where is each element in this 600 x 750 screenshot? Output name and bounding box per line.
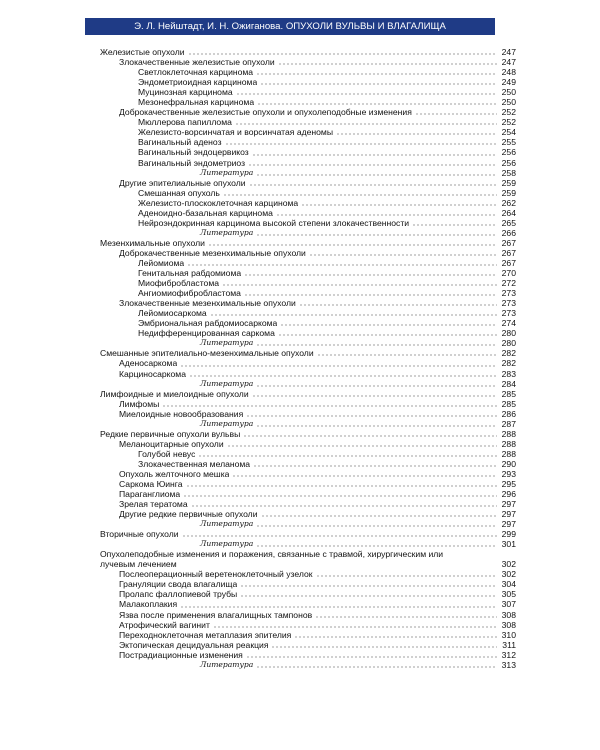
- dot-leader: [236, 88, 497, 96]
- toc-entry-title: Эндометриоидная карцинома: [138, 77, 258, 88]
- toc-literature-entry: [100, 660, 516, 670]
- toc-entry: [100, 449, 516, 459]
- dot-leader: [278, 58, 497, 66]
- toc-entry-title: Литература: [200, 519, 254, 529]
- toc-entry: [100, 117, 516, 127]
- toc-page-number: 252: [501, 107, 516, 118]
- toc-entry: [100, 369, 516, 379]
- toc-page-number: 274: [501, 318, 516, 329]
- toc-entry-title: Смешанные эпителиально-мезенхимальные опухоли: [100, 348, 314, 359]
- toc-entry: [100, 479, 516, 489]
- toc-entry-title: Железисто-ворсинчатая и ворсинчатая аденомы: [138, 127, 334, 138]
- toc-page-number: 250: [501, 87, 516, 98]
- toc-entry-title: Литература: [200, 659, 254, 669]
- dot-leader: [256, 339, 497, 347]
- toc-entry-title: Миофибробластома: [138, 278, 220, 289]
- toc-entry: [100, 318, 516, 328]
- dot-leader: [243, 430, 497, 438]
- toc-page-number: 297: [501, 499, 516, 510]
- toc-page-number: 248: [501, 67, 516, 78]
- toc-entry-title: Лимфоидные и миелоидные опухоли: [100, 388, 249, 399]
- dot-leader: [415, 108, 497, 116]
- toc-entry-title: Вагинальный аденоз: [138, 137, 222, 148]
- toc-page-number: 254: [501, 127, 516, 138]
- toc-literature-entry: [100, 228, 516, 238]
- toc-literature-entry: [100, 379, 516, 389]
- toc-page-number: 295: [501, 479, 516, 490]
- dot-leader: [187, 259, 497, 267]
- dot-leader: [225, 138, 497, 146]
- toc-entry: [100, 158, 516, 168]
- toc-entry-title: Другие эпителиальные опухоли: [119, 177, 246, 188]
- toc-page-number: 288: [501, 448, 516, 459]
- toc-entry-title: Муцинозная карцинома: [138, 87, 233, 98]
- toc-page-number: 256: [501, 147, 516, 158]
- toc-page-number: 267: [501, 247, 516, 258]
- toc-entry-title: Вагинальный эндоцервикоз: [138, 147, 249, 158]
- toc-entry-title: Железисто-плоскоклеточная карцинома: [138, 197, 299, 208]
- dot-leader: [261, 510, 498, 518]
- dot-leader: [256, 520, 497, 528]
- toc-entry-title: Мезенхимальные опухоли: [100, 237, 205, 248]
- toc-page-number: 273: [501, 288, 516, 299]
- toc-entry-title: Литература: [200, 378, 254, 388]
- dot-leader: [299, 299, 497, 307]
- toc-page-number: 280: [501, 328, 516, 339]
- toc-entry: [100, 328, 516, 338]
- toc-entry: [100, 529, 516, 539]
- toc-entry-title: Вагинальный эндометриоз: [138, 157, 246, 168]
- toc-literature-entry: [100, 519, 516, 529]
- toc-page-number: 249: [501, 77, 516, 88]
- toc-entry: [100, 107, 516, 117]
- toc-page-number: 305: [501, 589, 516, 600]
- toc-entry-title: Литература: [200, 338, 254, 348]
- toc-entry-title: Злокачественные мезенхимальные опухоли: [119, 298, 296, 309]
- toc-entry: [100, 87, 516, 97]
- toc-entry-title: Светлоклеточная карцинома: [138, 67, 254, 78]
- dot-leader: [240, 580, 497, 588]
- toc-entry: [100, 429, 516, 439]
- toc-page-number: 267: [501, 257, 516, 268]
- toc-page-number: 296: [501, 489, 516, 500]
- toc-entry-title: Лимфомы: [119, 398, 160, 409]
- toc-page-number: 302: [501, 559, 516, 570]
- dot-leader: [256, 661, 497, 669]
- toc-page-number: 302: [501, 569, 516, 580]
- toc-page-number: 273: [501, 298, 516, 309]
- toc-entry: [100, 147, 516, 157]
- toc-literature-entry: [100, 419, 516, 429]
- dot-leader: [240, 590, 497, 598]
- toc-entry-title: Мезонефральная карцинома: [138, 97, 255, 108]
- toc-page-number: 252: [501, 117, 516, 128]
- toc-entry-title: Атрофический вагинит: [119, 619, 210, 630]
- dot-leader: [162, 400, 497, 408]
- toc-entry: [100, 57, 516, 67]
- toc-entry: [100, 188, 516, 198]
- toc-entry: [100, 439, 516, 449]
- toc-page-number: 280: [501, 338, 516, 349]
- toc-page-number: 247: [501, 57, 516, 68]
- dot-leader: [248, 159, 497, 167]
- toc-entry-title: Литература: [200, 418, 254, 428]
- toc-page-number: 267: [501, 237, 516, 248]
- dot-leader: [256, 420, 497, 428]
- toc-page-number: 287: [501, 418, 516, 429]
- dot-leader: [198, 450, 497, 458]
- toc-page-number: 262: [501, 197, 516, 208]
- dot-leader: [210, 309, 497, 317]
- dot-leader: [253, 460, 497, 468]
- toc-entry-title: Аденосаркома: [119, 358, 178, 369]
- dot-leader: [294, 631, 497, 639]
- dot-leader: [260, 78, 497, 86]
- dot-leader: [256, 169, 497, 177]
- toc-entry-title: Злокачественная меланома: [138, 458, 251, 469]
- toc-entry: [100, 288, 516, 298]
- table-of-contents: [100, 47, 516, 670]
- toc-entry: [100, 640, 516, 650]
- dot-leader: [412, 219, 497, 227]
- dot-leader: [191, 500, 497, 508]
- toc-entry-title: Недифференцированная саркома: [138, 328, 275, 339]
- dot-leader: [213, 621, 497, 629]
- toc-page-number: 264: [501, 207, 516, 218]
- dot-leader: [180, 601, 497, 609]
- toc-page-number: 255: [501, 137, 516, 148]
- toc-entry: [100, 47, 516, 57]
- toc-page-number: 259: [501, 177, 516, 188]
- toc-entry-title: Карциносаркома: [119, 368, 186, 379]
- dot-leader: [188, 48, 497, 56]
- dot-leader: [223, 189, 497, 197]
- toc-entry-title: Нейроэндокринная карцинома высокой степени злокачественности: [138, 217, 410, 228]
- toc-entry: [100, 218, 516, 228]
- dot-leader: [246, 651, 497, 659]
- toc-page-number: 283: [501, 368, 516, 379]
- toc-entry-title: Вторичные опухоли: [100, 529, 179, 540]
- toc-entry-title: Зрелая тератома: [119, 499, 188, 510]
- toc-entry: [100, 298, 516, 308]
- dot-leader: [256, 380, 497, 388]
- toc-page-number: 282: [501, 358, 516, 369]
- toc-page-number: 304: [501, 579, 516, 590]
- dot-leader: [246, 410, 497, 418]
- toc-entry: [100, 77, 516, 87]
- toc-entry: [100, 278, 516, 288]
- toc-entry-title: Язва после применения влагалищных тампонов: [119, 609, 313, 620]
- toc-entry: [100, 509, 516, 519]
- toc-entry-title: Пролапс фаллопиевой трубы: [119, 589, 238, 600]
- toc-entry: [100, 499, 516, 509]
- toc-entry-title: Грануляции свода влагалища: [119, 579, 238, 590]
- dot-leader: [257, 98, 497, 106]
- dot-leader: [182, 530, 497, 538]
- toc-page-number: 259: [501, 187, 516, 198]
- toc-page-number: 273: [501, 308, 516, 319]
- dot-leader: [227, 440, 497, 448]
- dot-leader: [256, 68, 497, 76]
- dot-leader: [183, 490, 497, 498]
- dot-leader: [309, 249, 497, 257]
- toc-entry: [100, 208, 516, 218]
- toc-entry-title: Пострадиационные изменения: [119, 649, 243, 660]
- toc-page-number: 282: [501, 348, 516, 359]
- toc-literature-entry: [100, 539, 516, 549]
- toc-page-number: 310: [501, 629, 516, 640]
- toc-page-number: 272: [501, 278, 516, 289]
- toc-entry-title: Редкие первичные опухоли вульвы: [100, 428, 241, 439]
- toc-entry: [100, 308, 516, 318]
- toc-entry: [100, 409, 516, 419]
- toc-page-number: 301: [501, 539, 516, 550]
- toc-page-number: 308: [501, 609, 516, 620]
- dot-leader: [235, 118, 497, 126]
- dot-leader: [180, 360, 497, 368]
- dot-leader: [252, 390, 497, 398]
- toc-page-number: 297: [501, 519, 516, 530]
- toc-page-number: 290: [501, 458, 516, 469]
- toc-entry-title: Опухоль желточного мешка: [119, 468, 230, 479]
- toc-page-number: 311: [502, 639, 516, 650]
- toc-entry: [100, 248, 516, 258]
- toc-page-number: 307: [501, 599, 516, 610]
- toc-entry-title: Аденоидно-базальная карцинома: [138, 207, 273, 218]
- toc-page-number: 285: [501, 398, 516, 409]
- toc-entry-title: Лейомиома: [138, 257, 185, 268]
- toc-entry: [100, 599, 516, 609]
- toc-entry-title: Лейомиосаркома: [138, 308, 207, 319]
- dot-leader: [244, 289, 497, 297]
- toc-page-number: 297: [501, 509, 516, 520]
- toc-entry-title: Железистые опухоли: [100, 47, 185, 57]
- dot-leader: [189, 370, 497, 378]
- toc-page-number: 308: [501, 619, 516, 630]
- toc-entry-title: Смешанная опухоль: [138, 187, 220, 198]
- toc-entry-title: Литература: [200, 227, 254, 237]
- dot-leader: [186, 480, 497, 488]
- toc-entry-title: Генитальная рабдомиома: [138, 268, 242, 279]
- toc-entry: [100, 620, 516, 630]
- toc-page-number: 312: [501, 649, 516, 660]
- dot-leader: [222, 279, 497, 287]
- dot-leader: [301, 199, 497, 207]
- toc-entry: [100, 610, 516, 620]
- toc-page-number: 256: [501, 157, 516, 168]
- dot-leader: [271, 641, 497, 649]
- dot-leader: [256, 540, 497, 548]
- toc-entry: [100, 650, 516, 660]
- dot-leader: [336, 128, 497, 136]
- toc-entry-title: Доброкачественные железистые опухоли и опухолеподобные изменения: [119, 107, 412, 118]
- toc-page-number: 299: [501, 529, 516, 540]
- toc-entry: [100, 178, 516, 188]
- toc-page-number: 313: [501, 659, 516, 670]
- toc-entry: [100, 97, 516, 107]
- dot-leader: [317, 349, 497, 357]
- dot-leader: [280, 319, 497, 327]
- toc-page-number: 265: [501, 217, 516, 228]
- toc-literature-entry: [100, 168, 516, 178]
- toc-entry-title: Эктопическая децидуальная реакция: [119, 639, 269, 650]
- toc-page-number: 270: [501, 268, 516, 279]
- toc-page-number: 288: [501, 438, 516, 449]
- dot-leader: [316, 570, 497, 578]
- toc-entry-title: Меланоцитарные опухоли: [119, 438, 224, 449]
- toc-entry: [100, 358, 516, 368]
- toc-page-number: 266: [501, 227, 516, 238]
- toc-entry: [100, 469, 516, 479]
- toc-entry: [100, 198, 516, 208]
- toc-entry-title: Послеоперационный веретеноклеточный узелок: [119, 569, 313, 580]
- toc-entry: [100, 489, 516, 499]
- toc-entry-title: Эмбриональная рабдомиосаркома: [138, 318, 278, 329]
- running-header: Э. Л. Нейштадт, И. Н. Ожиганова. ОПУХОЛИ ВУЛЬВЫ И ВЛАГАЛИЩА: [85, 18, 495, 35]
- toc-entry: [100, 389, 516, 399]
- toc-literature-entry: [100, 338, 516, 348]
- dot-leader: [276, 209, 497, 217]
- toc-entry-title: Голубой невус: [138, 448, 196, 459]
- toc-entry-title: Параганглиома: [119, 489, 181, 500]
- dot-leader: [252, 149, 497, 157]
- dot-leader: [315, 611, 497, 619]
- toc-page-number: 247: [501, 47, 516, 57]
- toc-entry-title: Литература: [200, 167, 254, 177]
- dot-leader: [232, 470, 497, 478]
- toc-page-number: 250: [501, 97, 516, 108]
- toc-entry: [100, 399, 516, 409]
- toc-entry: [100, 127, 516, 137]
- toc-page-number: 288: [501, 428, 516, 439]
- toc-entry-title: Мюллерова папиллома: [138, 117, 232, 128]
- toc-page-number: 286: [501, 408, 516, 419]
- toc-entry: [100, 459, 516, 469]
- dot-leader: [244, 269, 497, 277]
- toc-entry-title: Литература: [200, 539, 254, 549]
- toc-entry-title: Миелоидные новообразования: [119, 408, 244, 419]
- toc-page-number: 293: [501, 468, 516, 479]
- toc-entry-title: Доброкачественные мезенхимальные опухоли: [119, 247, 306, 258]
- toc-entry-title: Опухолеподобные изменения и поражения, связанные с травмой, хирургическим или лучевым лечением: [100, 549, 444, 570]
- toc-entry: [100, 268, 516, 278]
- toc-entry-title: Переходноклеточная метаплазия эпителия: [119, 629, 292, 640]
- toc-page-number: 258: [501, 167, 516, 178]
- toc-entry: [100, 549, 516, 569]
- toc-entry: [100, 67, 516, 77]
- toc-entry: [100, 630, 516, 640]
- dot-leader: [256, 229, 497, 237]
- toc-entry: [100, 238, 516, 248]
- toc-entry: [100, 258, 516, 268]
- toc-entry-title: Другие редкие первичные опухоли: [119, 509, 258, 520]
- dot-leader: [278, 329, 497, 337]
- toc-entry-title: Саркома Юинга: [119, 479, 183, 490]
- toc-entry-title: Злокачественные железистые опухоли: [119, 57, 275, 68]
- toc-page-number: 285: [501, 388, 516, 399]
- toc-entry-title: Малакоплакия: [119, 599, 178, 610]
- toc-entry-title: Ангиомиофибробластома: [138, 288, 241, 299]
- toc-entry: [100, 137, 516, 147]
- dot-leader: [249, 179, 497, 187]
- toc-entry: [100, 579, 516, 589]
- dot-leader: [208, 239, 497, 247]
- toc-entry: [100, 569, 516, 579]
- toc-entry: [100, 589, 516, 599]
- toc-page-number: 284: [501, 378, 516, 389]
- toc-entry: [100, 348, 516, 358]
